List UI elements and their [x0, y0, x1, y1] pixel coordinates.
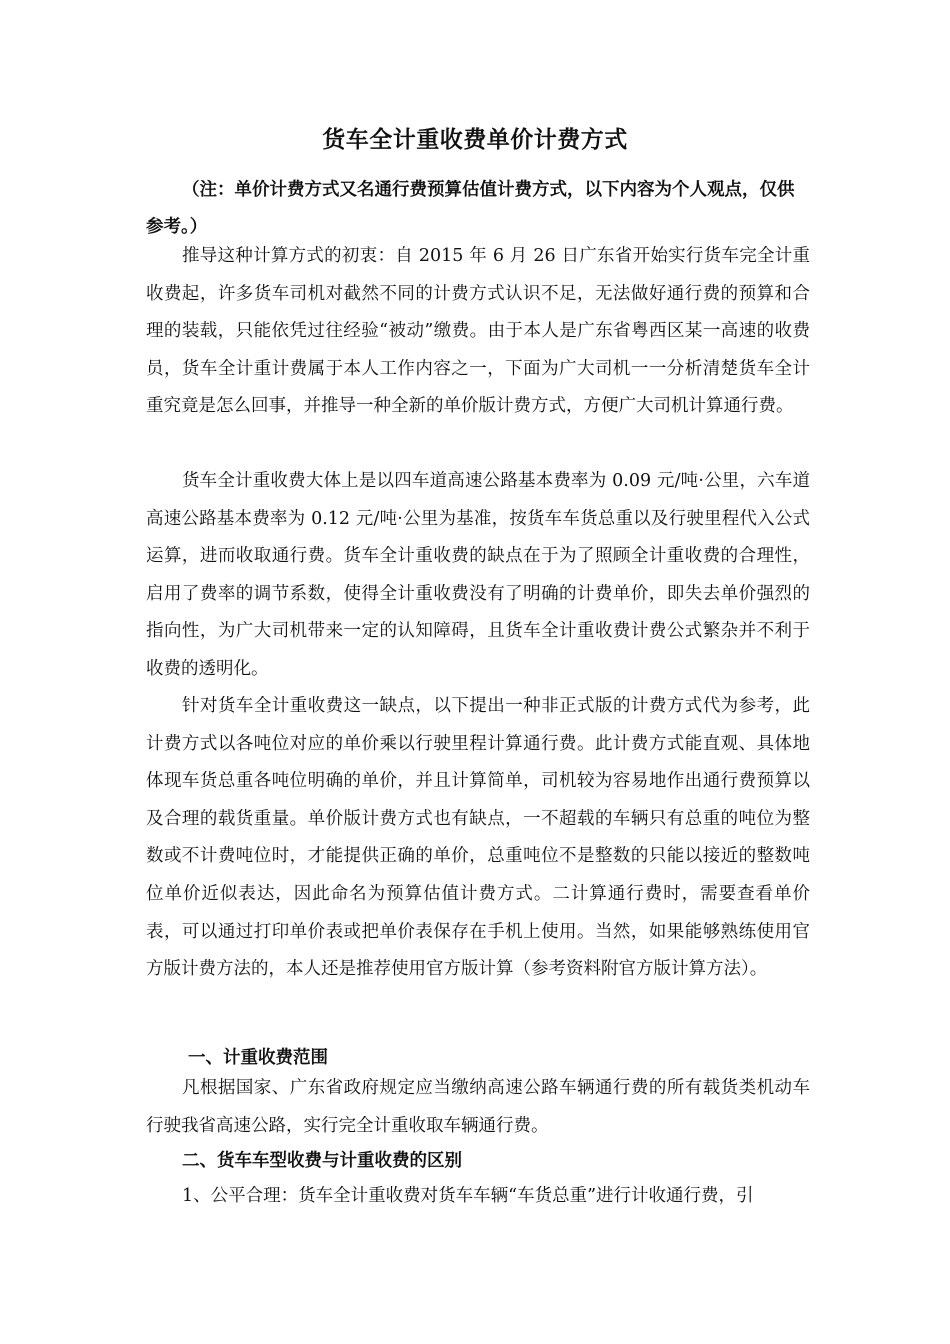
section-heading-difference: 二、货车车型收费与计重收费的区别 — [182, 1151, 462, 1171]
paragraph-intro: 推导这种计算方式的初衷：自 2015 年 6 月 26 日广东省开始实行货车完全计重收费起，许多货车司机对截然不同的计费方式认识不足，无法做好通行费的预算和合理的装载，只能依凭过往经验“被动”缴费。由于本人是广东省粤西区某一高速的收费员，货车全计重计费属于本人工作内容之一，下面为广大司机一一分析清楚货车全计重究竟是怎么回事，并推导一种全新的单价版计费方式，方便广大司机计算通行费。 — [146, 246, 810, 417]
paragraph-scope: 凡根据国家、广东省政府规定应当缴纳高速公路车辆通行费的所有载货类机动车行驶我省高速公路，实行完全计重收取车辆通行费。 — [146, 1078, 810, 1136]
paragraph-unit-price-method: 针对货车全计重收费这一缺点，以下提出一种非正式版的计费方式代为参考，此计费方式以各吨位对应的单价乘以行驶里程计算通行费。此计费方式能直观、具体地体现车货总重各吨位明确的单价，并且计算简单，司机较为容易地作出通行费预算以及合理的载货重量。单价版计费方式也有缺点，一不超载的车辆只有总重的吨位为整数或不计费吨位时，才能提供正确的单价，总重吨位不是整数的只能以接近的整数吨位单价近似表达，因此命名为预算估值计费方式。二计算通行费时，需要查看单价表，可以通过打印单价表或把单价表保存在手机上使用。当然，如果能够熟练使用官方版计费方法的，本人还是推荐使用官方版计算（参考资料附官方版计算方法）。 — [146, 696, 810, 980]
document-note: （注：单价计费方式又名通行费预算估值计费方式，以下内容为个人观点，仅供参考。） — [146, 180, 795, 237]
paragraph-billing-basis: 货车全计重收费大体上是以四车道高速公路基本费率为 0.09 元/吨·公里，六车道高速公路基本费率为 0.12 元/吨·公里为基准，按货车车货总重以及行驶里程代入公式运算，进而收取通行费。货车全计重收费的缺点在于为了照顾全计重收费的合理性，启用了费率的调节系数，使得全计重收费没有了明确的计费单价，即失去单价强烈的指向性，为广大司机带来一定的认知障碍，且货车全计重收费计费公式繁杂并不利于收费的透明化。 — [146, 471, 810, 679]
section-heading-scope: 一、计重收费范围 — [188, 1048, 328, 1068]
paragraph-difference: 1、公平合理：货车全计重收费对货车车辆“车货总重”进行计收通行费，引 — [182, 1186, 754, 1206]
document-title: 货车全计重收费单价计费方式 — [322, 127, 628, 153]
